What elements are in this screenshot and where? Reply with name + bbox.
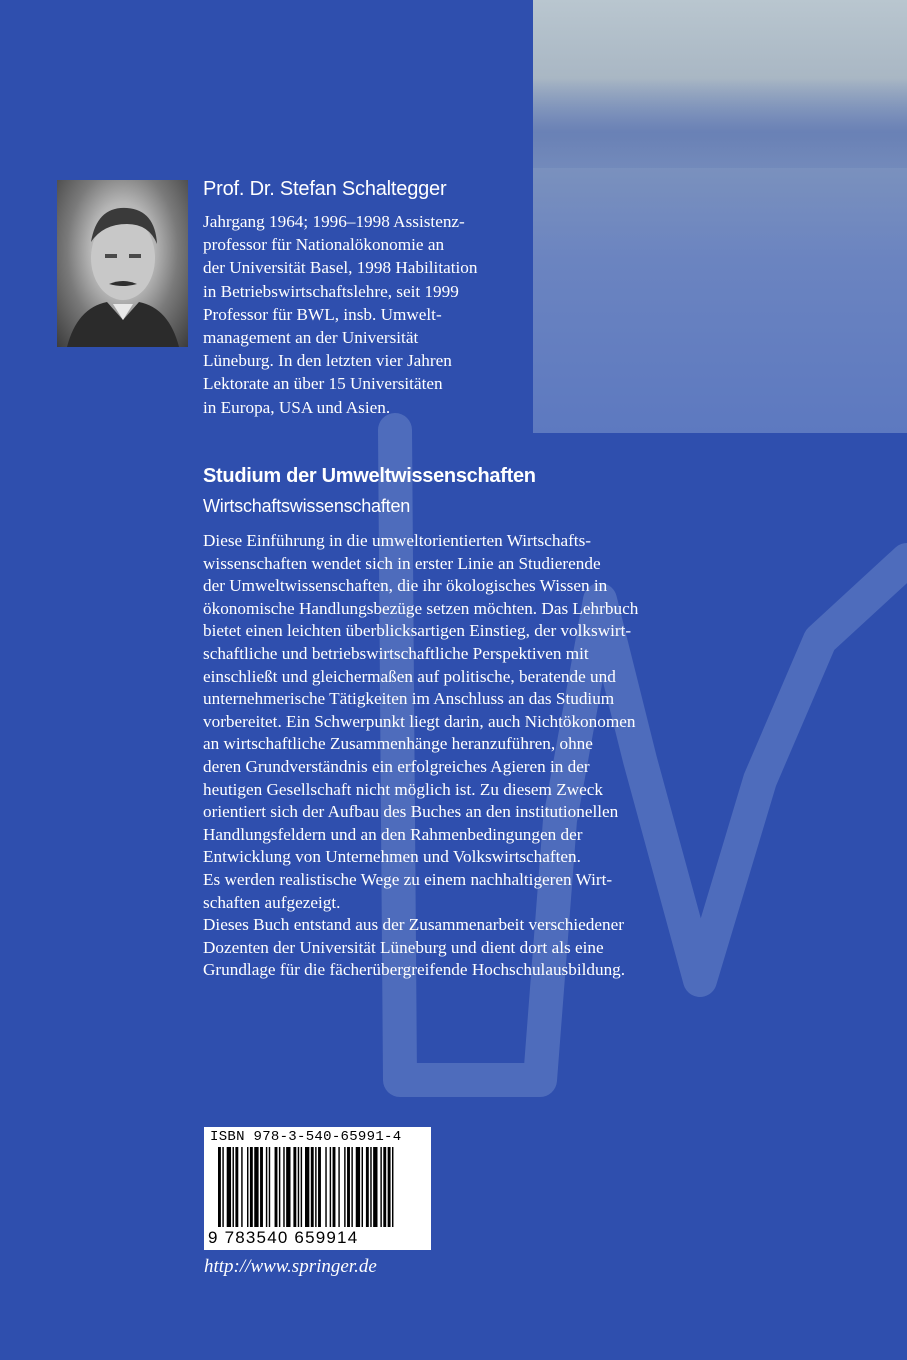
publisher-url[interactable]: http://www.springer.de (204, 1256, 377, 1277)
barcode-bars (218, 1147, 418, 1227)
cityscape-shading (533, 78, 907, 168)
book-description: Diese Einführung in die umweltorientierten Wirtschafts- wissenschaften wendet sich in erster Linie an Studierende der Umweltwissenschaften, die ihr ökologisches Wissen in ökonomische Handlungsbezüge setzen möchten. Das Lehrbuch bietet einen leichten überblicksartigen Einstieg, der volkswirt- schaftliche und betriebswirtschaftliche Perspektiven mit einschließt und gleichermaßen auf politische, beratende und unternehmerische Tätigkeiten im Anschluss an das Studium vorbereitet. Ein Schwerpunkt liegt darin, auch Nichtökonomen an wirtschaftliche Zusammenhänge heranzuführen, ohne deren Grundverständnis ein erfolgreiches Agieren in der heutigen Gesellschaft nicht möglich ist. Zu diesem Zweck orientiert sich der Aufbau des Buches an den institutionellen Handlungsfeldern und an den Rahmenbedingungen der Entwicklung von Unternehmen und Volkswirtschaften. Es werden realistische Wege zu einem nachhaltigeren Wirt- schaften aufgezeigt. Dieses Buch entstand aus der Zusammenarbeit verschiedener Dozenten der Universität Lüneburg und dient dort als eine Grundlage für die fächerübergreifende Hochschulausbildung. (203, 531, 639, 980)
author-portrait (57, 180, 188, 347)
subject-heading: Wirtschaftswissenschaften (203, 496, 411, 516)
author-bio: Jahrgang 1964; 1996–1998 Assistenz- professor für Nationalökonomie an der Universität Basel, 1998 Habilitation in Betriebswirtschaftslehre, seit 1999 Professor für BWL, insb. Umwelt- management an der Universität Lüneburg. In den letzten vier Jahren Lektorate an über 15 Universitäten in Europa, USA und Asien. (203, 212, 478, 417)
author-name: Prof. Dr. Stefan Schaltegger (203, 178, 447, 200)
isbn-barcode (204, 1127, 431, 1250)
barcode-digits: 9 783540 659914 (208, 1228, 359, 1247)
cover-photo-panel (533, 0, 907, 433)
series-title: Studium der Umweltwissenschaften (203, 465, 536, 487)
isbn-label: ISBN 978-3-540-65991-4 (210, 1129, 402, 1145)
